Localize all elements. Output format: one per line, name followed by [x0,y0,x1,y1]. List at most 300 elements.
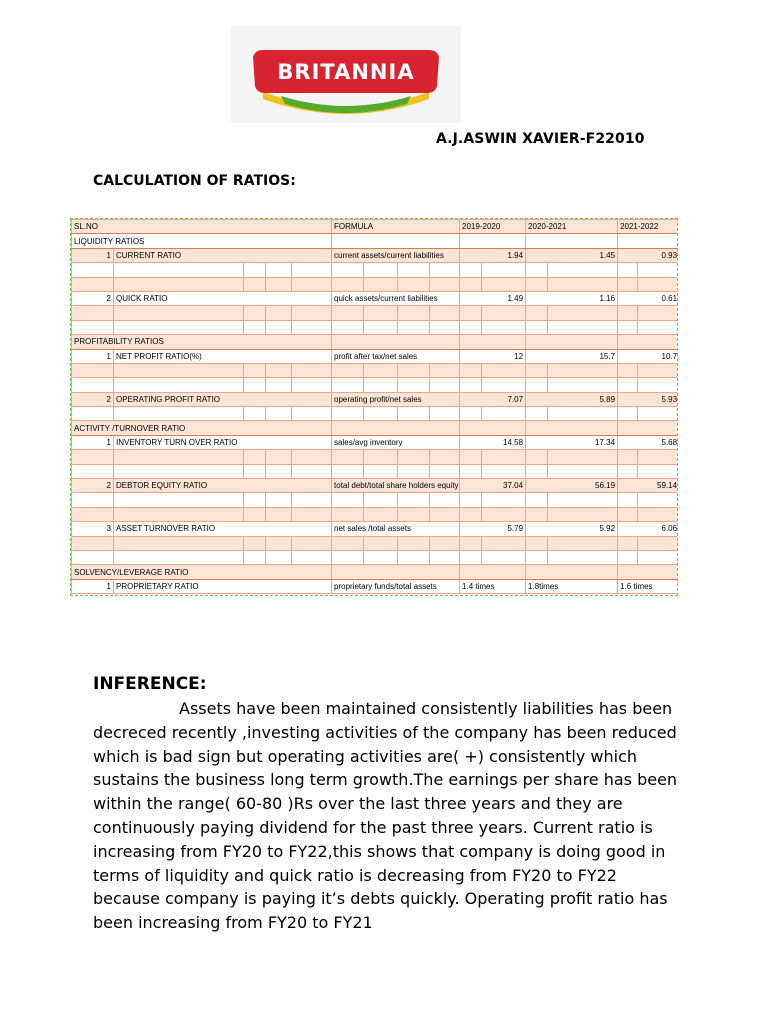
empty-cell [72,507,114,521]
empty-cell [638,536,678,550]
value-2020-2021: 15.7 [526,349,618,363]
empty-cell [114,320,244,334]
empty-cell [114,450,244,464]
ratio-number: 3 [72,522,114,536]
blank-row [72,450,679,464]
empty-cell [332,565,460,579]
empty-cell [364,493,398,507]
empty-cell [114,277,244,291]
empty-cell [244,450,266,464]
empty-cell [244,493,266,507]
empty-cell [332,421,460,435]
empty-cell [526,493,548,507]
empty-cell [526,263,548,277]
empty-cell [364,407,398,421]
empty-cell [332,320,364,334]
value-2019-2020: 1.4 times [460,579,526,593]
empty-cell [398,378,430,392]
empty-cell [72,277,114,291]
empty-cell [482,363,526,377]
empty-cell [460,320,482,334]
empty-cell [398,450,430,464]
empty-cell [292,378,332,392]
empty-cell [460,450,482,464]
ratio-formula: operating profit/net sales [332,392,460,406]
empty-cell [460,536,482,550]
empty-cell [638,493,678,507]
ratio-name: PROPRIETARY RATIO [114,579,332,593]
empty-cell [526,464,548,478]
empty-cell [460,277,482,291]
section-title: CALCULATION OF RATIOS: [93,173,296,189]
empty-cell [332,263,364,277]
value-2020-2021: 1.45 [526,248,618,262]
empty-cell [244,320,266,334]
value-2021-2022: 5.93 [618,392,678,406]
ratio-row [72,579,679,593]
empty-cell [430,450,460,464]
empty-cell [266,363,292,377]
empty-cell [266,450,292,464]
header-formula: FORMULA [332,220,460,234]
empty-cell [398,464,430,478]
empty-cell [482,450,526,464]
ratio-number: 2 [72,392,114,406]
empty-cell [526,277,548,291]
empty-cell [398,363,430,377]
empty-cell [364,550,398,564]
empty-cell [114,507,244,521]
empty-cell [266,507,292,521]
empty-cell [638,507,678,521]
empty-cell [266,263,292,277]
empty-cell [266,407,292,421]
empty-cell [482,536,526,550]
empty-cell [460,464,482,478]
empty-cell [266,378,292,392]
value-2019-2020: 12 [460,349,526,363]
ratio-number: 2 [72,291,114,305]
inference-body: Assets have been maintained consistently liabilities has been decreced recently ,investing activities of the company has been reduced which is bad sign but operating activities are( +) consistently which sustains the business long term growth.The earnings per share has been within the range( 60-80 )Rs over the last three years and they are continuously paying dividend for the past three years. Current ratio is increasing from FY20 to FY22,this shows that company is doing good in terms of liquidity and quick ratio is decreasing from FY20 to FY22 because company is paying it’s debts quickly. Operating profit ratio has been increasing from FY20 to FY21 [93,699,678,933]
blank-row [72,536,679,550]
ratio-row [72,349,679,363]
empty-cell [114,550,244,564]
empty-cell [244,378,266,392]
empty-cell [430,378,460,392]
empty-cell [72,263,114,277]
empty-cell [244,277,266,291]
empty-cell [482,277,526,291]
empty-cell [638,407,678,421]
empty-cell [292,263,332,277]
empty-cell [332,507,364,521]
empty-cell [548,407,618,421]
empty-cell [526,378,548,392]
value-2021-2022: 10.7 [618,349,678,363]
empty-cell [398,536,430,550]
empty-cell [482,507,526,521]
ratio-number: 1 [72,435,114,449]
empty-cell [332,464,364,478]
empty-cell [430,536,460,550]
value-2019-2020: 7.07 [460,392,526,406]
empty-cell [430,507,460,521]
empty-cell [638,306,678,320]
empty-cell [618,550,638,564]
empty-cell [430,493,460,507]
empty-cell [364,277,398,291]
empty-cell [244,536,266,550]
empty-cell [244,550,266,564]
empty-cell [482,464,526,478]
empty-cell [292,277,332,291]
empty-cell [398,320,430,334]
ratio-name: QUICK RATIO [114,291,332,305]
empty-cell [460,263,482,277]
section-label: ACTIVITY /TURNOVER RATIO [72,421,332,435]
empty-cell [638,277,678,291]
value-2019-2020: 1.49 [460,291,526,305]
value-2019-2020: 37.04 [460,479,526,493]
empty-cell [72,493,114,507]
ratio-row [72,248,679,262]
blank-row [72,550,679,564]
logo-swoosh-green [281,96,411,113]
section-label: SOLVENCY/LEVERAGE RATIO [72,565,332,579]
empty-cell [266,536,292,550]
section-label: LIQUIDITY RATIOS [72,234,332,248]
empty-cell [72,464,114,478]
empty-cell [364,507,398,521]
empty-cell [398,306,430,320]
empty-cell [526,407,548,421]
empty-cell [114,407,244,421]
ratio-formula: net sales /total assets [332,522,460,536]
empty-cell [526,421,618,435]
ratio-row [72,392,679,406]
empty-cell [638,464,678,478]
blank-row [72,306,679,320]
empty-cell [618,363,638,377]
empty-cell [548,536,618,550]
empty-cell [430,263,460,277]
empty-cell [618,234,678,248]
empty-cell [548,550,618,564]
empty-cell [292,464,332,478]
logo-wordmark: BRITANNIA [277,60,415,84]
value-2019-2020: 1.94 [460,248,526,262]
empty-cell [292,450,332,464]
empty-cell [618,565,678,579]
britannia-logo [231,26,461,123]
empty-cell [638,378,678,392]
ratio-name: ASSET TURNOVER RATIO [114,522,332,536]
empty-cell [114,493,244,507]
empty-cell [332,407,364,421]
ratio-number: 1 [72,248,114,262]
empty-cell [460,335,526,349]
empty-cell [618,277,638,291]
empty-cell [292,536,332,550]
empty-cell [548,507,618,521]
value-2019-2020: 14.58 [460,435,526,449]
ratio-name: OPERATING PROFIT RATIO [114,392,332,406]
ratio-name: DEBTOR EQUITY RATIO [114,479,332,493]
section-row [72,335,679,349]
empty-cell [292,320,332,334]
empty-cell [332,550,364,564]
empty-cell [430,320,460,334]
empty-cell [526,335,618,349]
empty-cell [364,450,398,464]
ratio-formula: profit after tax/net sales [332,349,460,363]
empty-cell [618,407,638,421]
ratio-row [72,435,679,449]
author-name: A.J.ASWIN XAVIER-F22010 [436,131,645,147]
ratio-formula: proprietary funds/total assets [332,579,460,593]
blank-row [72,507,679,521]
value-2020-2021: 1.16 [526,291,618,305]
empty-cell [618,450,638,464]
section-row [72,234,679,248]
ratio-number: 1 [72,579,114,593]
empty-cell [244,464,266,478]
empty-cell [244,507,266,521]
table-header-row [72,220,679,234]
empty-cell [618,536,638,550]
empty-cell [548,263,618,277]
empty-cell [548,378,618,392]
value-2020-2021: 5.89 [526,392,618,406]
empty-cell [526,306,548,320]
empty-cell [364,320,398,334]
empty-cell [398,407,430,421]
empty-cell [244,306,266,320]
empty-cell [430,363,460,377]
empty-cell [364,464,398,478]
empty-cell [548,363,618,377]
empty-cell [114,363,244,377]
empty-cell [618,507,638,521]
header-2021-2022: 2021-2022 [618,220,678,234]
empty-cell [72,407,114,421]
empty-cell [638,550,678,564]
empty-cell [332,335,460,349]
empty-cell [460,565,526,579]
blank-row [72,407,679,421]
empty-cell [332,234,460,248]
blank-row [72,277,679,291]
empty-cell [332,378,364,392]
empty-cell [332,277,364,291]
empty-cell [460,363,482,377]
empty-cell [364,263,398,277]
ratio-number: 1 [72,349,114,363]
empty-cell [460,421,526,435]
section-row [72,565,679,579]
empty-cell [482,550,526,564]
ratio-name: CURRENT RATIO [114,248,332,262]
header-2019-2020: 2019-2020 [460,220,526,234]
empty-cell [526,320,548,334]
empty-cell [618,493,638,507]
empty-cell [430,306,460,320]
blank-row [72,493,679,507]
empty-cell [332,493,364,507]
empty-cell [618,306,638,320]
empty-cell [618,320,638,334]
empty-cell [266,306,292,320]
empty-cell [526,536,548,550]
empty-cell [460,306,482,320]
empty-cell [244,363,266,377]
empty-cell [430,407,460,421]
empty-cell [332,536,364,550]
blank-row [72,320,679,334]
empty-cell [114,536,244,550]
empty-cell [482,263,526,277]
empty-cell [618,421,678,435]
empty-cell [244,263,266,277]
value-2019-2020: 5.79 [460,522,526,536]
empty-cell [460,507,482,521]
empty-cell [292,363,332,377]
empty-cell [72,378,114,392]
section-row [72,421,679,435]
ratio-formula: total debt/total share holders equity [332,479,460,493]
empty-cell [266,320,292,334]
empty-cell [292,407,332,421]
empty-cell [364,306,398,320]
empty-cell [638,363,678,377]
empty-cell [482,407,526,421]
empty-cell [482,320,526,334]
blank-row [72,363,679,377]
empty-cell [398,550,430,564]
empty-cell [114,378,244,392]
empty-cell [398,277,430,291]
empty-cell [364,378,398,392]
empty-cell [526,550,548,564]
empty-cell [292,306,332,320]
empty-cell [292,507,332,521]
empty-cell [266,550,292,564]
empty-cell [72,450,114,464]
section-label: PROFITABILITY RATIOS [72,335,332,349]
britannia-logo-graphic [231,26,461,123]
empty-cell [114,263,244,277]
value-2021-2022: 1.6 times [618,579,678,593]
empty-cell [526,234,618,248]
value-2021-2022: 5.68 [618,435,678,449]
value-2021-2022: 0.93 [618,248,678,262]
empty-cell [72,550,114,564]
empty-cell [114,464,244,478]
empty-cell [332,363,364,377]
empty-cell [364,536,398,550]
empty-cell [618,335,678,349]
empty-cell [430,277,460,291]
ratio-formula: quick assets/current liabilities [332,291,460,305]
empty-cell [266,277,292,291]
empty-cell [72,536,114,550]
blank-row [72,378,679,392]
empty-cell [548,450,618,464]
empty-cell [332,450,364,464]
ratio-name: INVENTORY TURN OVER RATIO [114,435,332,449]
empty-cell [72,320,114,334]
empty-cell [548,320,618,334]
ratio-row [72,291,679,305]
empty-cell [460,493,482,507]
empty-cell [460,378,482,392]
header-2020-2021: 2020-2021 [526,220,618,234]
ratio-row [72,522,679,536]
empty-cell [114,306,244,320]
empty-cell [526,450,548,464]
empty-cell [482,493,526,507]
value-2020-2021: 5.92 [526,522,618,536]
empty-cell [526,565,618,579]
empty-cell [548,493,618,507]
ratio-formula: current assets/current liabilities [332,248,460,262]
empty-cell [460,234,526,248]
value-2020-2021: 1.8times [526,579,618,593]
empty-cell [482,378,526,392]
empty-cell [460,407,482,421]
empty-cell [364,363,398,377]
empty-cell [526,507,548,521]
empty-cell [618,263,638,277]
blank-row [72,263,679,277]
empty-cell [332,306,364,320]
value-2020-2021: 56.19 [526,479,618,493]
empty-cell [526,363,548,377]
empty-cell [72,306,114,320]
value-2021-2022: 59.14 [618,479,678,493]
empty-cell [548,306,618,320]
empty-cell [638,263,678,277]
empty-cell [266,464,292,478]
empty-cell [266,493,292,507]
value-2020-2021: 17.34 [526,435,618,449]
empty-cell [292,493,332,507]
empty-cell [398,493,430,507]
empty-cell [548,277,618,291]
empty-cell [460,550,482,564]
ratio-table [70,218,678,596]
empty-cell [398,507,430,521]
ratio-formula: sales/avg inventory [332,435,460,449]
empty-cell [618,464,638,478]
value-2021-2022: 6.06 [618,522,678,536]
ratio-number: 2 [72,479,114,493]
empty-cell [430,550,460,564]
inference-title: INFERENCE: [93,674,207,694]
empty-cell [292,550,332,564]
empty-cell [72,363,114,377]
ratio-name: NET PROFIT RATIO(%) [114,349,332,363]
empty-cell [638,320,678,334]
empty-cell [548,464,618,478]
empty-cell [638,450,678,464]
empty-cell [430,464,460,478]
header-slno: SL.NO [72,220,332,234]
empty-cell [618,378,638,392]
blank-row [72,464,679,478]
empty-cell [398,263,430,277]
ratio-row [72,479,679,493]
